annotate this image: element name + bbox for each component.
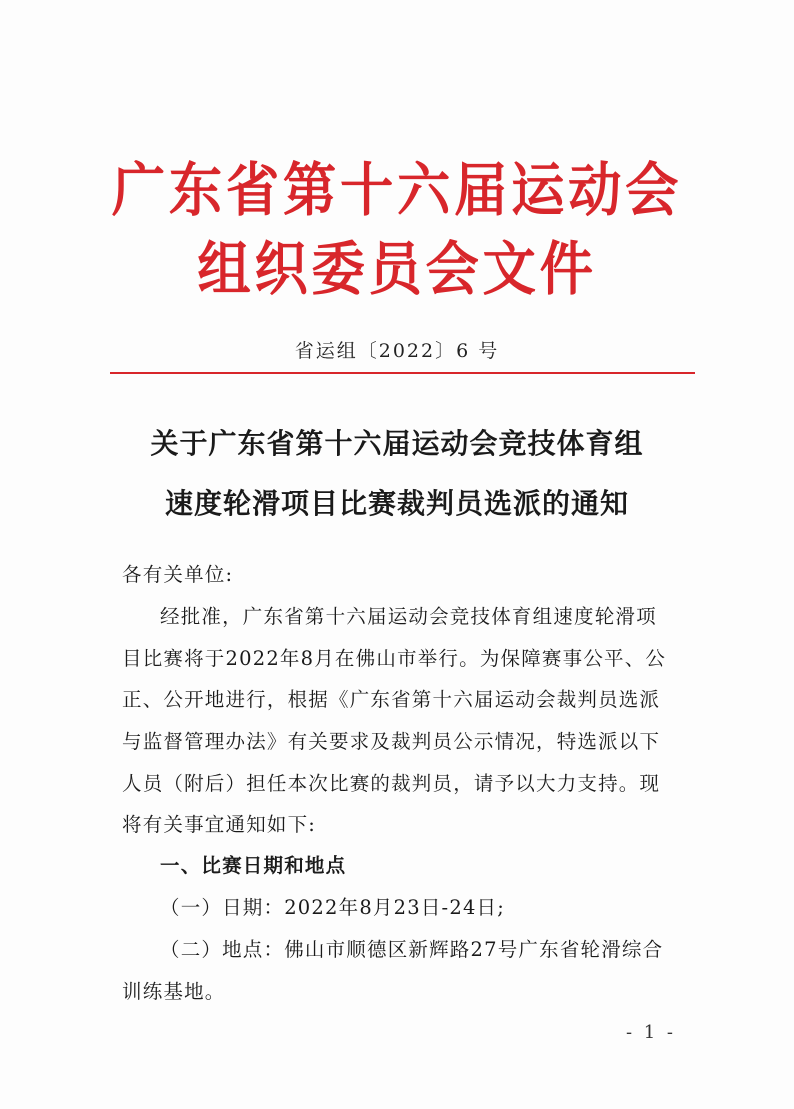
paragraph-line-2: 目比赛将于2022年8月在佛山市举行。为保障赛事公平、公 bbox=[122, 647, 667, 670]
section-heading-1: 一、比赛日期和地点 bbox=[160, 854, 347, 877]
section-location-line-1: （二）地点：佛山市顺德区新辉路27号广东省轮滑综合 bbox=[160, 938, 664, 961]
section-date-line: （一）日期：2022年8月23日-24日; bbox=[160, 896, 506, 919]
section-location-line-2: 训练基地。 bbox=[122, 980, 226, 1003]
notice-title-line-1: 关于广东省第十六届运动会竞技体育组 bbox=[150, 427, 644, 460]
notice-title-line-2: 速度轮滑项目比赛裁判员选派的通知 bbox=[164, 487, 629, 520]
paragraph-line-4: 与监督管理办法》有关要求及裁判员公示情况，特选派以下 bbox=[122, 730, 661, 753]
salutation: 各有关单位: bbox=[122, 563, 234, 586]
paragraph-line-1: 经批准，广东省第十六届运动会竞技体育组速度轮滑项 bbox=[160, 605, 657, 628]
paragraph-line-5: 人员（附后）担任本次比赛的裁判员，请予以大力支持。现 bbox=[122, 772, 661, 795]
issuer-header-line-2: 组织委员会文件 bbox=[197, 235, 597, 303]
paragraph-line-3: 正、公开地进行，根据《广东省第十六届运动会裁判员选派 bbox=[122, 688, 661, 711]
document-number: 省运组〔2022〕6 号 bbox=[294, 340, 500, 362]
red-divider-line bbox=[110, 372, 695, 374]
paragraph-line-6: 将有关事宜通知如下: bbox=[122, 813, 317, 836]
issuer-header-line-1: 广东省第十六届运动会 bbox=[111, 156, 683, 224]
page-number: - 1 - bbox=[625, 1022, 676, 1043]
